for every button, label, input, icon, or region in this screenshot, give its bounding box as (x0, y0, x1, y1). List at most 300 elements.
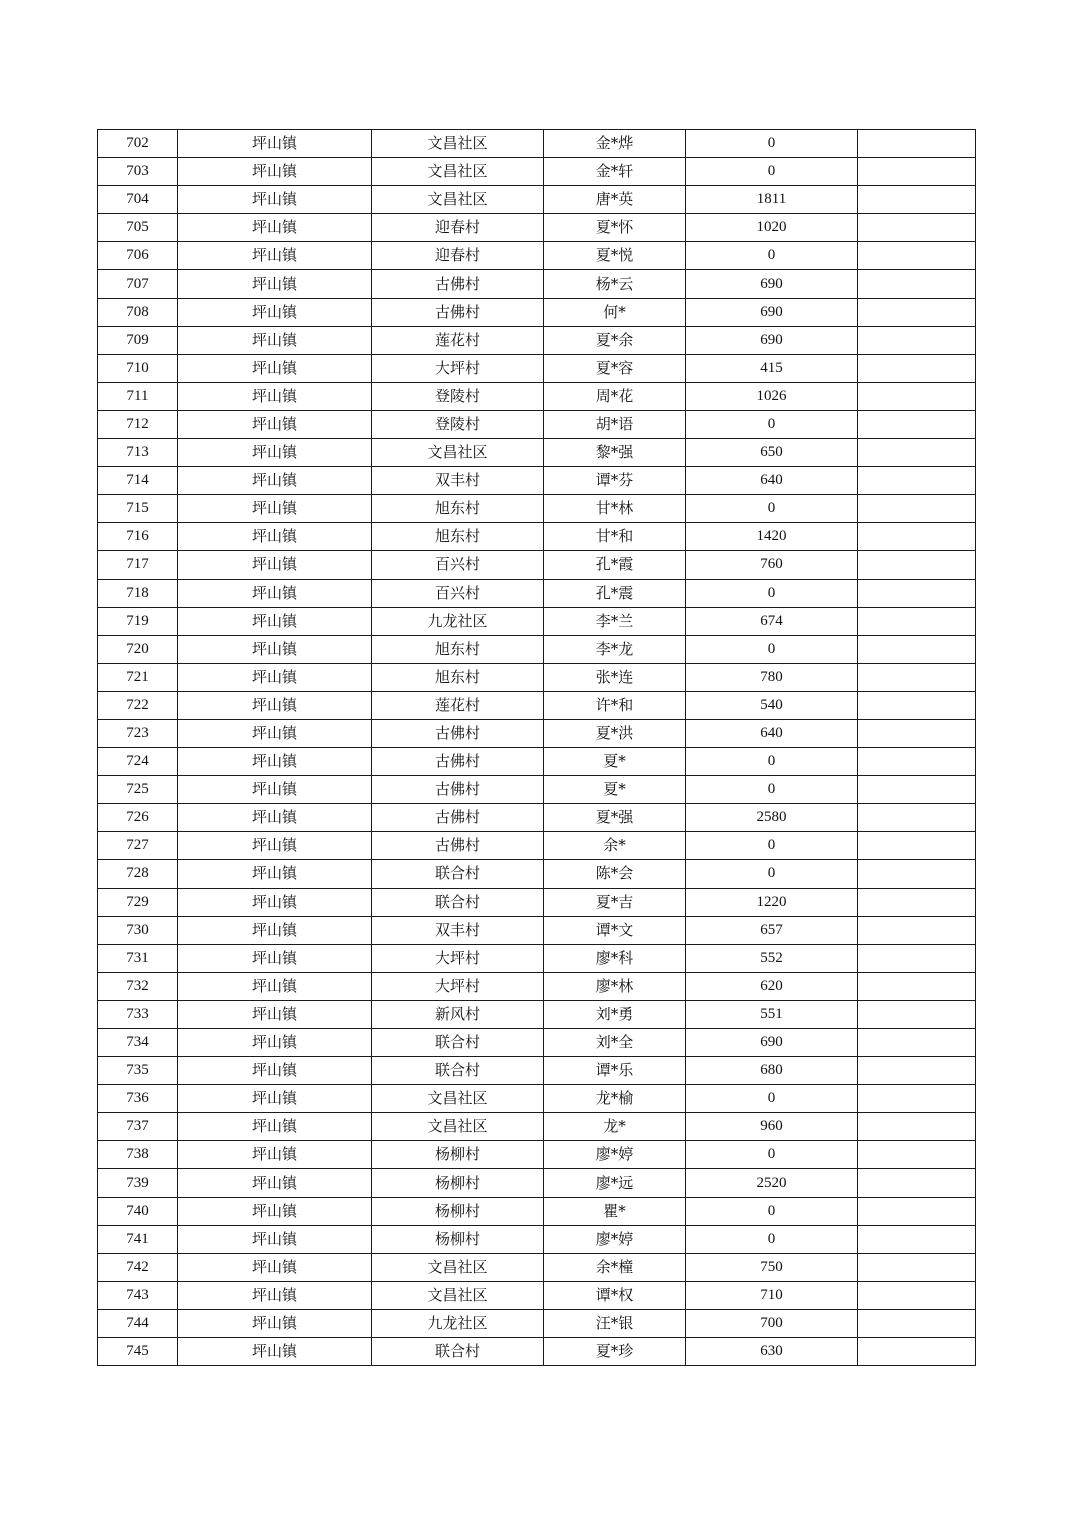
row-number-cell: 738 (98, 1141, 178, 1169)
amount-cell: 690 (686, 1029, 858, 1057)
row-number-cell: 737 (98, 1113, 178, 1141)
person-name-cell: 龙*榆 (544, 1085, 686, 1113)
person-name-cell: 唐*英 (544, 186, 686, 214)
town-cell: 坪山镇 (178, 635, 372, 663)
village-cell: 文昌社区 (372, 1281, 544, 1309)
town-cell: 坪山镇 (178, 579, 372, 607)
table-row (98, 607, 976, 635)
row-number-cell: 718 (98, 579, 178, 607)
note-cell (858, 298, 976, 326)
note-cell (858, 326, 976, 354)
table-row (98, 1309, 976, 1337)
note-cell (858, 523, 976, 551)
note-cell (858, 888, 976, 916)
row-number-cell: 730 (98, 916, 178, 944)
person-name-cell: 许*和 (544, 691, 686, 719)
village-cell: 登陵村 (372, 410, 544, 438)
table-row (98, 326, 976, 354)
amount-cell: 0 (686, 242, 858, 270)
table-row (98, 270, 976, 298)
town-cell: 坪山镇 (178, 804, 372, 832)
row-number-cell: 729 (98, 888, 178, 916)
note-cell (858, 832, 976, 860)
village-cell: 九龙社区 (372, 1309, 544, 1337)
person-name-cell: 黎*强 (544, 439, 686, 467)
village-cell: 文昌社区 (372, 1253, 544, 1281)
person-name-cell: 瞿* (544, 1197, 686, 1225)
note-cell (858, 1253, 976, 1281)
note-cell (858, 579, 976, 607)
village-cell: 文昌社区 (372, 439, 544, 467)
amount-cell: 0 (686, 860, 858, 888)
amount-cell: 551 (686, 1000, 858, 1028)
table-row (98, 1057, 976, 1085)
table-row (98, 1197, 976, 1225)
amount-cell: 680 (686, 1057, 858, 1085)
row-number-cell: 727 (98, 832, 178, 860)
row-number-cell: 743 (98, 1281, 178, 1309)
village-cell: 杨柳村 (372, 1197, 544, 1225)
table-row (98, 1253, 976, 1281)
town-cell: 坪山镇 (178, 663, 372, 691)
amount-cell: 674 (686, 607, 858, 635)
amount-cell: 0 (686, 1197, 858, 1225)
town-cell: 坪山镇 (178, 130, 372, 158)
record-table (97, 129, 976, 1366)
town-cell: 坪山镇 (178, 326, 372, 354)
town-cell: 坪山镇 (178, 944, 372, 972)
row-number-cell: 736 (98, 1085, 178, 1113)
amount-cell: 710 (686, 1281, 858, 1309)
note-cell (858, 916, 976, 944)
row-number-cell: 733 (98, 1000, 178, 1028)
table-row (98, 1085, 976, 1113)
amount-cell: 630 (686, 1338, 858, 1366)
village-cell: 新风村 (372, 1000, 544, 1028)
note-cell (858, 382, 976, 410)
record-table-body (98, 130, 976, 1366)
village-cell: 双丰村 (372, 467, 544, 495)
person-name-cell: 夏*珍 (544, 1338, 686, 1366)
person-name-cell: 刘*勇 (544, 1000, 686, 1028)
amount-cell: 540 (686, 691, 858, 719)
amount-cell: 640 (686, 467, 858, 495)
village-cell: 文昌社区 (372, 186, 544, 214)
note-cell (858, 186, 976, 214)
village-cell: 文昌社区 (372, 1113, 544, 1141)
table-row (98, 1113, 976, 1141)
person-name-cell: 谭*乐 (544, 1057, 686, 1085)
row-number-cell: 734 (98, 1029, 178, 1057)
town-cell: 坪山镇 (178, 691, 372, 719)
town-cell: 坪山镇 (178, 214, 372, 242)
village-cell: 莲花村 (372, 691, 544, 719)
row-number-cell: 745 (98, 1338, 178, 1366)
table-row (98, 1281, 976, 1309)
amount-cell: 0 (686, 635, 858, 663)
amount-cell: 780 (686, 663, 858, 691)
note-cell (858, 551, 976, 579)
note-cell (858, 439, 976, 467)
table-row (98, 691, 976, 719)
town-cell: 坪山镇 (178, 607, 372, 635)
town-cell: 坪山镇 (178, 1169, 372, 1197)
person-name-cell: 汪*银 (544, 1309, 686, 1337)
row-number-cell: 716 (98, 523, 178, 551)
note-cell (858, 1113, 976, 1141)
note-cell (858, 719, 976, 747)
row-number-cell: 704 (98, 186, 178, 214)
table-row (98, 1141, 976, 1169)
table-row (98, 1000, 976, 1028)
row-number-cell: 713 (98, 439, 178, 467)
village-cell: 文昌社区 (372, 130, 544, 158)
row-number-cell: 715 (98, 495, 178, 523)
person-name-cell: 金*烨 (544, 130, 686, 158)
town-cell: 坪山镇 (178, 410, 372, 438)
note-cell (858, 467, 976, 495)
row-number-cell: 708 (98, 298, 178, 326)
amount-cell: 0 (686, 748, 858, 776)
town-cell: 坪山镇 (178, 242, 372, 270)
person-name-cell: 谭*芬 (544, 467, 686, 495)
town-cell: 坪山镇 (178, 1085, 372, 1113)
town-cell: 坪山镇 (178, 1197, 372, 1225)
table-row (98, 439, 976, 467)
note-cell (858, 860, 976, 888)
note-cell (858, 1338, 976, 1366)
row-number-cell: 732 (98, 972, 178, 1000)
row-number-cell: 706 (98, 242, 178, 270)
village-cell: 古佛村 (372, 832, 544, 860)
amount-cell: 620 (686, 972, 858, 1000)
table-row (98, 1169, 976, 1197)
person-name-cell: 廖*婷 (544, 1141, 686, 1169)
town-cell: 坪山镇 (178, 916, 372, 944)
amount-cell: 1420 (686, 523, 858, 551)
town-cell: 坪山镇 (178, 270, 372, 298)
note-cell (858, 607, 976, 635)
note-cell (858, 804, 976, 832)
note-cell (858, 410, 976, 438)
town-cell: 坪山镇 (178, 1281, 372, 1309)
village-cell: 大坪村 (372, 972, 544, 1000)
note-cell (858, 1085, 976, 1113)
person-name-cell: 夏*容 (544, 354, 686, 382)
amount-cell: 0 (686, 1085, 858, 1113)
table-row (98, 776, 976, 804)
table-row (98, 1029, 976, 1057)
note-cell (858, 354, 976, 382)
person-name-cell: 陈*会 (544, 860, 686, 888)
row-number-cell: 705 (98, 214, 178, 242)
town-cell: 坪山镇 (178, 467, 372, 495)
town-cell: 坪山镇 (178, 1141, 372, 1169)
person-name-cell: 孔*霞 (544, 551, 686, 579)
table-row (98, 1225, 976, 1253)
town-cell: 坪山镇 (178, 495, 372, 523)
note-cell (858, 635, 976, 663)
town-cell: 坪山镇 (178, 439, 372, 467)
amount-cell: 0 (686, 776, 858, 804)
town-cell: 坪山镇 (178, 1029, 372, 1057)
village-cell: 古佛村 (372, 776, 544, 804)
amount-cell: 700 (686, 1309, 858, 1337)
table-row (98, 663, 976, 691)
village-cell: 百兴村 (372, 579, 544, 607)
table-row (98, 972, 976, 1000)
note-cell (858, 944, 976, 972)
row-number-cell: 725 (98, 776, 178, 804)
amount-cell: 0 (686, 579, 858, 607)
row-number-cell: 744 (98, 1309, 178, 1337)
table-row (98, 551, 976, 579)
village-cell: 旭东村 (372, 663, 544, 691)
row-number-cell: 742 (98, 1253, 178, 1281)
table-row (98, 804, 976, 832)
amount-cell: 1811 (686, 186, 858, 214)
village-cell: 古佛村 (372, 270, 544, 298)
table-row (98, 1338, 976, 1366)
person-name-cell: 廖*婷 (544, 1225, 686, 1253)
village-cell: 文昌社区 (372, 1085, 544, 1113)
town-cell: 坪山镇 (178, 298, 372, 326)
note-cell (858, 748, 976, 776)
amount-cell: 0 (686, 1225, 858, 1253)
row-number-cell: 719 (98, 607, 178, 635)
note-cell (858, 1309, 976, 1337)
table-row (98, 748, 976, 776)
town-cell: 坪山镇 (178, 748, 372, 776)
table-row (98, 523, 976, 551)
amount-cell: 415 (686, 354, 858, 382)
village-cell: 联合村 (372, 1057, 544, 1085)
village-cell: 联合村 (372, 1338, 544, 1366)
town-cell: 坪山镇 (178, 1057, 372, 1085)
table-row (98, 354, 976, 382)
table-row (98, 186, 976, 214)
row-number-cell: 728 (98, 860, 178, 888)
note-cell (858, 1197, 976, 1225)
person-name-cell: 谭*文 (544, 916, 686, 944)
amount-cell: 690 (686, 298, 858, 326)
town-cell: 坪山镇 (178, 972, 372, 1000)
village-cell: 古佛村 (372, 804, 544, 832)
table-row (98, 832, 976, 860)
amount-cell: 0 (686, 495, 858, 523)
note-cell (858, 495, 976, 523)
row-number-cell: 709 (98, 326, 178, 354)
row-number-cell: 720 (98, 635, 178, 663)
person-name-cell: 甘*和 (544, 523, 686, 551)
village-cell: 杨柳村 (372, 1169, 544, 1197)
town-cell: 坪山镇 (178, 523, 372, 551)
row-number-cell: 710 (98, 354, 178, 382)
town-cell: 坪山镇 (178, 354, 372, 382)
village-cell: 迎春村 (372, 242, 544, 270)
amount-cell: 0 (686, 410, 858, 438)
amount-cell: 1020 (686, 214, 858, 242)
note-cell (858, 242, 976, 270)
person-name-cell: 夏* (544, 748, 686, 776)
village-cell: 旭东村 (372, 495, 544, 523)
amount-cell: 640 (686, 719, 858, 747)
table-row (98, 242, 976, 270)
village-cell: 双丰村 (372, 916, 544, 944)
note-cell (858, 1141, 976, 1169)
village-cell: 旭东村 (372, 635, 544, 663)
town-cell: 坪山镇 (178, 1338, 372, 1366)
table-row (98, 916, 976, 944)
note-cell (858, 663, 976, 691)
note-cell (858, 1000, 976, 1028)
row-number-cell: 731 (98, 944, 178, 972)
note-cell (858, 1225, 976, 1253)
village-cell: 大坪村 (372, 944, 544, 972)
note-cell (858, 130, 976, 158)
table-row (98, 888, 976, 916)
person-name-cell: 余*橦 (544, 1253, 686, 1281)
note-cell (858, 158, 976, 186)
amount-cell: 750 (686, 1253, 858, 1281)
person-name-cell: 杨*云 (544, 270, 686, 298)
row-number-cell: 739 (98, 1169, 178, 1197)
table-row (98, 130, 976, 158)
person-name-cell: 夏*怀 (544, 214, 686, 242)
person-name-cell: 夏* (544, 776, 686, 804)
village-cell: 文昌社区 (372, 158, 544, 186)
amount-cell: 760 (686, 551, 858, 579)
village-cell: 古佛村 (372, 719, 544, 747)
person-name-cell: 夏*洪 (544, 719, 686, 747)
town-cell: 坪山镇 (178, 1000, 372, 1028)
row-number-cell: 723 (98, 719, 178, 747)
person-name-cell: 胡*语 (544, 410, 686, 438)
row-number-cell: 707 (98, 270, 178, 298)
village-cell: 联合村 (372, 1029, 544, 1057)
village-cell: 联合村 (372, 860, 544, 888)
village-cell: 百兴村 (372, 551, 544, 579)
town-cell: 坪山镇 (178, 860, 372, 888)
table-row (98, 298, 976, 326)
note-cell (858, 1281, 976, 1309)
person-name-cell: 何* (544, 298, 686, 326)
person-name-cell: 孔*震 (544, 579, 686, 607)
row-number-cell: 712 (98, 410, 178, 438)
person-name-cell: 谭*权 (544, 1281, 686, 1309)
table-row (98, 579, 976, 607)
village-cell: 莲花村 (372, 326, 544, 354)
person-name-cell: 甘*林 (544, 495, 686, 523)
row-number-cell: 740 (98, 1197, 178, 1225)
village-cell: 杨柳村 (372, 1225, 544, 1253)
person-name-cell: 刘*全 (544, 1029, 686, 1057)
row-number-cell: 722 (98, 691, 178, 719)
note-cell (858, 1057, 976, 1085)
table-row (98, 635, 976, 663)
town-cell: 坪山镇 (178, 888, 372, 916)
town-cell: 坪山镇 (178, 1113, 372, 1141)
person-name-cell: 张*连 (544, 663, 686, 691)
note-cell (858, 1169, 976, 1197)
amount-cell: 650 (686, 439, 858, 467)
amount-cell: 0 (686, 130, 858, 158)
person-name-cell: 李*兰 (544, 607, 686, 635)
amount-cell: 1220 (686, 888, 858, 916)
row-number-cell: 711 (98, 382, 178, 410)
amount-cell: 2520 (686, 1169, 858, 1197)
village-cell: 登陵村 (372, 382, 544, 410)
row-number-cell: 735 (98, 1057, 178, 1085)
town-cell: 坪山镇 (178, 719, 372, 747)
row-number-cell: 702 (98, 130, 178, 158)
amount-cell: 552 (686, 944, 858, 972)
person-name-cell: 廖*科 (544, 944, 686, 972)
person-name-cell: 廖*林 (544, 972, 686, 1000)
amount-cell: 690 (686, 270, 858, 298)
village-cell: 古佛村 (372, 298, 544, 326)
row-number-cell: 717 (98, 551, 178, 579)
village-cell: 旭东村 (372, 523, 544, 551)
village-cell: 杨柳村 (372, 1141, 544, 1169)
town-cell: 坪山镇 (178, 1253, 372, 1281)
row-number-cell: 726 (98, 804, 178, 832)
town-cell: 坪山镇 (178, 186, 372, 214)
row-number-cell: 721 (98, 663, 178, 691)
village-cell: 迎春村 (372, 214, 544, 242)
table-row (98, 410, 976, 438)
town-cell: 坪山镇 (178, 551, 372, 579)
person-name-cell: 廖*远 (544, 1169, 686, 1197)
person-name-cell: 周*花 (544, 382, 686, 410)
town-cell: 坪山镇 (178, 158, 372, 186)
note-cell (858, 972, 976, 1000)
person-name-cell: 夏*强 (544, 804, 686, 832)
table-row (98, 158, 976, 186)
row-number-cell: 703 (98, 158, 178, 186)
town-cell: 坪山镇 (178, 1225, 372, 1253)
amount-cell: 657 (686, 916, 858, 944)
amount-cell: 960 (686, 1113, 858, 1141)
table-row (98, 495, 976, 523)
amount-cell: 690 (686, 326, 858, 354)
person-name-cell: 夏*吉 (544, 888, 686, 916)
person-name-cell: 夏*悦 (544, 242, 686, 270)
note-cell (858, 270, 976, 298)
town-cell: 坪山镇 (178, 1309, 372, 1337)
amount-cell: 2580 (686, 804, 858, 832)
person-name-cell: 金*轩 (544, 158, 686, 186)
table-row (98, 214, 976, 242)
village-cell: 大坪村 (372, 354, 544, 382)
amount-cell: 0 (686, 158, 858, 186)
table-row (98, 719, 976, 747)
row-number-cell: 714 (98, 467, 178, 495)
town-cell: 坪山镇 (178, 382, 372, 410)
table-row (98, 860, 976, 888)
person-name-cell: 李*龙 (544, 635, 686, 663)
person-name-cell: 龙* (544, 1113, 686, 1141)
table-row (98, 467, 976, 495)
village-cell: 古佛村 (372, 748, 544, 776)
village-cell: 九龙社区 (372, 607, 544, 635)
amount-cell: 1026 (686, 382, 858, 410)
person-name-cell: 余* (544, 832, 686, 860)
row-number-cell: 724 (98, 748, 178, 776)
note-cell (858, 776, 976, 804)
town-cell: 坪山镇 (178, 832, 372, 860)
row-number-cell: 741 (98, 1225, 178, 1253)
